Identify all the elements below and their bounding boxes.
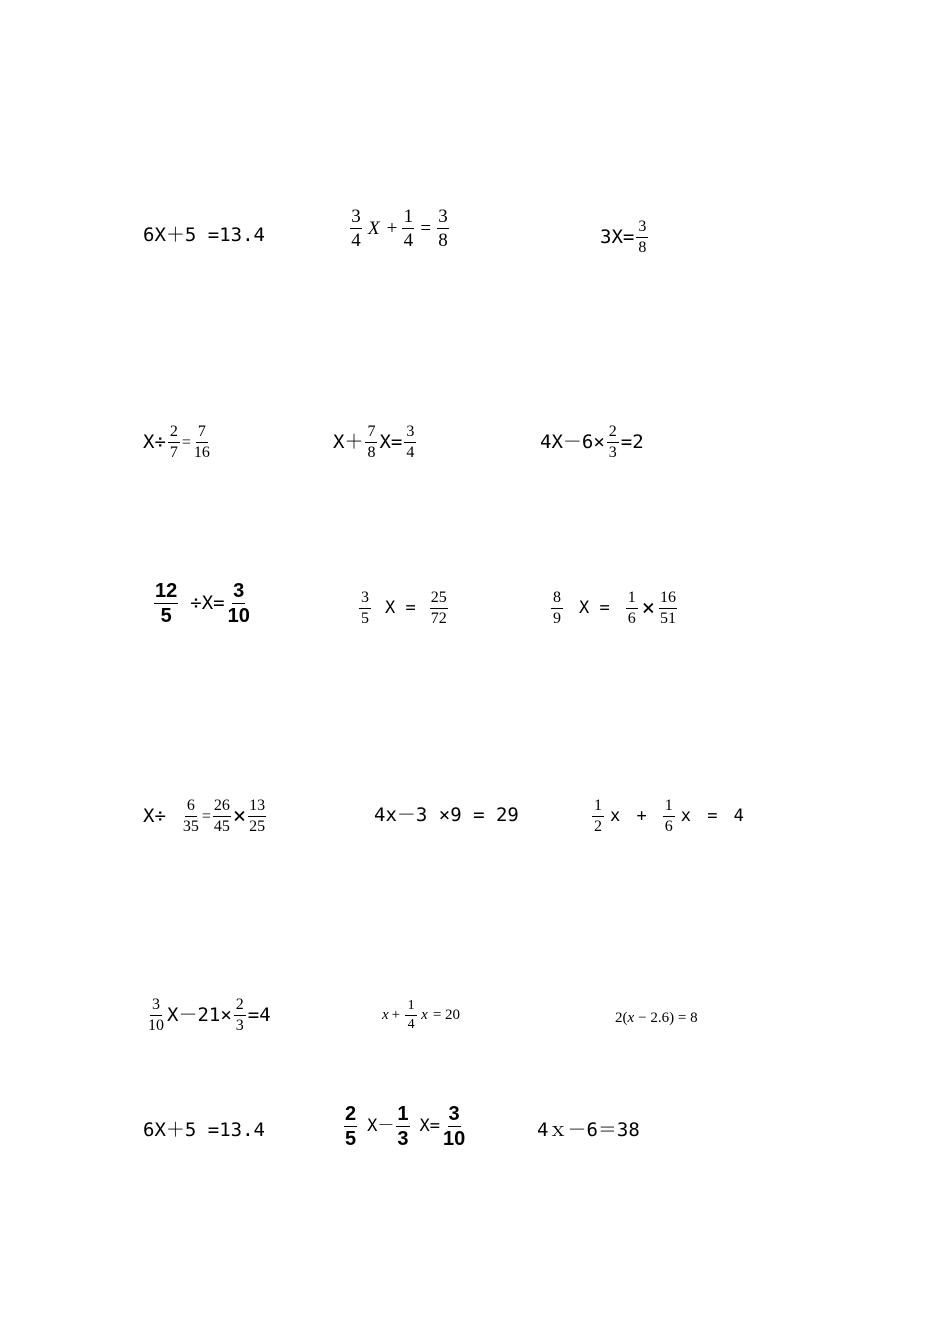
equation-text: 6X＋5 =13.4 — [143, 224, 265, 246]
equation-5b — [382, 999, 460, 1032]
fraction: $\frac{13}{25}$ — [249, 797, 266, 835]
fraction: $\frac{3}{8}$ — [638, 218, 647, 256]
equation-text: X = — [385, 598, 416, 618]
equation-text: 4x－3 ×9 = 29 — [374, 804, 519, 826]
equation-text: = 20 — [432, 1007, 461, 1023]
equation-3a — [152, 581, 253, 626]
equation-2b — [333, 424, 418, 461]
fraction: $\frac{2}{5}$ — [345, 1103, 357, 1150]
equation-text: X= — [379, 431, 403, 453]
equation-4a — [143, 798, 268, 835]
equation-2a — [143, 424, 213, 461]
fraction: $\frac{1}{4}$ — [405, 999, 417, 1032]
operator: × — [641, 595, 655, 621]
fraction: $\frac{26}{45}$ — [213, 797, 230, 835]
equation-text: =2 — [620, 431, 644, 453]
fraction: $\frac{2}{7}$ — [169, 423, 178, 461]
equation-text: x + — [610, 806, 647, 826]
variable: x — [382, 1007, 389, 1023]
fraction: $\frac{3}{10}$ — [148, 996, 164, 1034]
equation-text: =4 — [247, 1004, 271, 1026]
fraction: $\frac{25}{72}$ — [430, 589, 447, 627]
fraction: $\frac{1}{3}$ — [397, 1103, 409, 1150]
fraction: $\frac{1}{2}$ — [594, 797, 602, 835]
fraction: $\frac{3}{4}$ — [351, 206, 361, 251]
fraction: $\frac{16}{51}$ — [659, 589, 676, 627]
fraction: $\frac{7}{16}$ — [193, 423, 210, 461]
equation-text: 6X＋5 =13.4 — [143, 1119, 265, 1141]
equation-text: − 2.6) = 8 — [638, 1010, 698, 1026]
operator: = — [420, 218, 432, 239]
variable: x — [421, 1007, 428, 1023]
fraction: $\frac{1}{6}$ — [627, 589, 636, 627]
equation-3c — [549, 590, 679, 627]
equation-1c — [600, 219, 650, 256]
equation-6c — [537, 1121, 640, 1140]
operator: = — [201, 807, 211, 825]
fraction: $\frac{2}{3}$ — [608, 423, 617, 461]
operator: + — [391, 1007, 401, 1023]
fraction: $\frac{6}{35}$ — [182, 797, 199, 835]
equation-3b — [357, 590, 450, 627]
fraction: $\frac{1}{6}$ — [664, 797, 673, 835]
fraction: $\frac{3}{8}$ — [438, 206, 448, 251]
equation-text: 3X= — [600, 226, 635, 248]
fraction: $\frac{3}{10}$ — [442, 1103, 466, 1150]
equation-text: X－ — [367, 1116, 395, 1136]
fraction: $\frac{3}{4}$ — [406, 423, 415, 461]
equation-5c — [615, 1011, 698, 1026]
operator: + — [386, 218, 398, 239]
equation-text: ÷X= — [190, 592, 225, 614]
equation-text: X÷ — [143, 431, 166, 453]
fraction: $\frac{3}{10}$ — [227, 580, 250, 627]
operator: = — [181, 433, 191, 451]
fraction: $\frac{7}{8}$ — [367, 423, 376, 461]
fraction: $\frac{8}{9}$ — [553, 589, 561, 627]
operator: × — [232, 803, 247, 829]
equation-text: X = — [579, 598, 610, 618]
equation-4b — [374, 806, 519, 825]
equation-text: X＋ — [333, 431, 364, 453]
equation-text: x = 4 — [680, 806, 744, 826]
equation-2c — [540, 424, 644, 461]
fraction: $\frac{3}{5}$ — [361, 589, 369, 627]
fraction: $\frac{2}{3}$ — [235, 996, 244, 1034]
equation-text: 4X－6× — [540, 431, 605, 453]
equation-1a — [143, 226, 265, 245]
equation-6b — [342, 1104, 468, 1149]
equation-6a — [143, 1121, 265, 1140]
variable: x — [627, 1010, 635, 1026]
equation-text: 2( — [615, 1010, 628, 1026]
fraction: $\frac{1}{4}$ — [403, 206, 414, 251]
equation-text: X－21× — [167, 1004, 232, 1026]
equation-text: 4ｘ－6＝38 — [537, 1119, 640, 1141]
equation-text: X÷ — [143, 805, 166, 827]
equation-4c — [590, 798, 744, 835]
variable: X — [368, 218, 380, 239]
equation-5a — [145, 997, 271, 1034]
equation-1b — [348, 207, 451, 250]
fraction: $\frac{12}{5}$ — [155, 580, 178, 627]
equation-text: X= — [419, 1116, 440, 1136]
